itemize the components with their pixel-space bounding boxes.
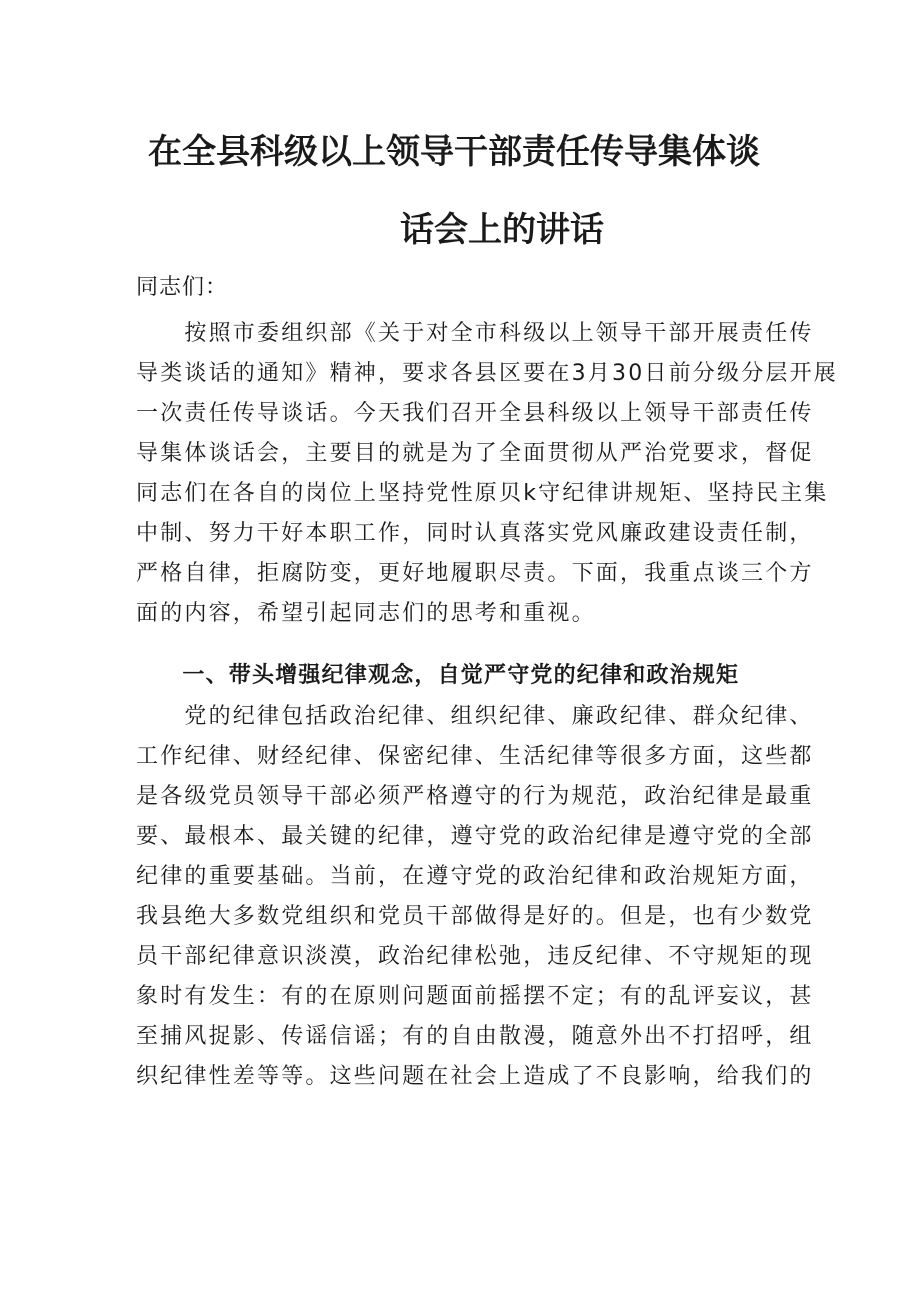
paragraph-line: 一次责任传导谈话。今天我们召开全县科级以上领导干部责任传: [136, 401, 814, 426]
paragraph-line: 面的内容，希望引起同志们的思考和重视。: [136, 601, 596, 626]
paragraph-line: 工作纪律、财经纪律、保密纪律、生活纪律等很多方面，这些都: [136, 744, 814, 769]
document-title-line-2: 话会上的讲话: [400, 210, 604, 250]
paragraph-line: 纪律的重要基础。当前，在遵守党的政治纪律和政治规矩方面，: [136, 864, 814, 889]
greeting: 同志们：: [136, 275, 229, 300]
paragraph-line: 同志们在各自的岗位上坚持党性原贝k守纪律讲规矩、坚持民主集: [136, 481, 829, 506]
paragraph-1: [136, 314, 838, 634]
paragraph-line: 导类谈话的通知》精神，要求各县区要在3月30日前分级分层开展: [136, 361, 838, 386]
paragraph-2: [136, 697, 814, 1097]
paragraph-line: 员干部纪律意识淡漠，政治纪律松弛，违反纪律、不守规矩的现: [136, 944, 814, 969]
document-title-line-1: 在全县科级以上领导干部责任传导集体谈: [148, 132, 760, 172]
paragraph-line: 是各级党员领导干部必须严格遵守的行为规范，政治纪律是最重: [136, 784, 814, 809]
paragraph-line: 严格自律，拒腐防变，更好地履职尽责。下面，我重点谈三个方: [136, 561, 814, 586]
paragraph-line: 要、最根本、最关键的纪律，遵守党的政治纪律是遵守党的全部: [136, 824, 814, 849]
section-heading-1: 一、带头增强纪律观念，自觉严守党的纪律和政治规矩: [136, 663, 740, 688]
paragraph-line: 我县绝大多数党组织和党员干部做得是好的。但是，也有少数党: [136, 904, 814, 929]
paragraph-line: 按照市委组织部《关于对全市科级以上领导干部开展责任传: [136, 321, 814, 346]
paragraph-line: 织纪律性差等等。这些问题在社会上造成了不良影响，给我们的: [136, 1064, 814, 1089]
paragraph-line: 党的纪律包括政治纪律、组织纪律、廉政纪律、群众纪律、: [136, 704, 814, 729]
paragraph-line: 中制、努力干好本职工作，同时认真落实党风廉政建设责任制，: [136, 521, 814, 546]
paragraph-line: 象时有发生：有的在原则问题面前摇摆不定；有的乱评妄议，甚: [136, 984, 814, 1009]
paragraph-line: 至捕风捉影、传谣信谣；有的自由散漫，随意外出不打招呼，组: [136, 1024, 814, 1049]
paragraph-line: 导集体谈话会，主要目的就是为了全面贯彻从严治党要求，督促: [136, 441, 814, 466]
